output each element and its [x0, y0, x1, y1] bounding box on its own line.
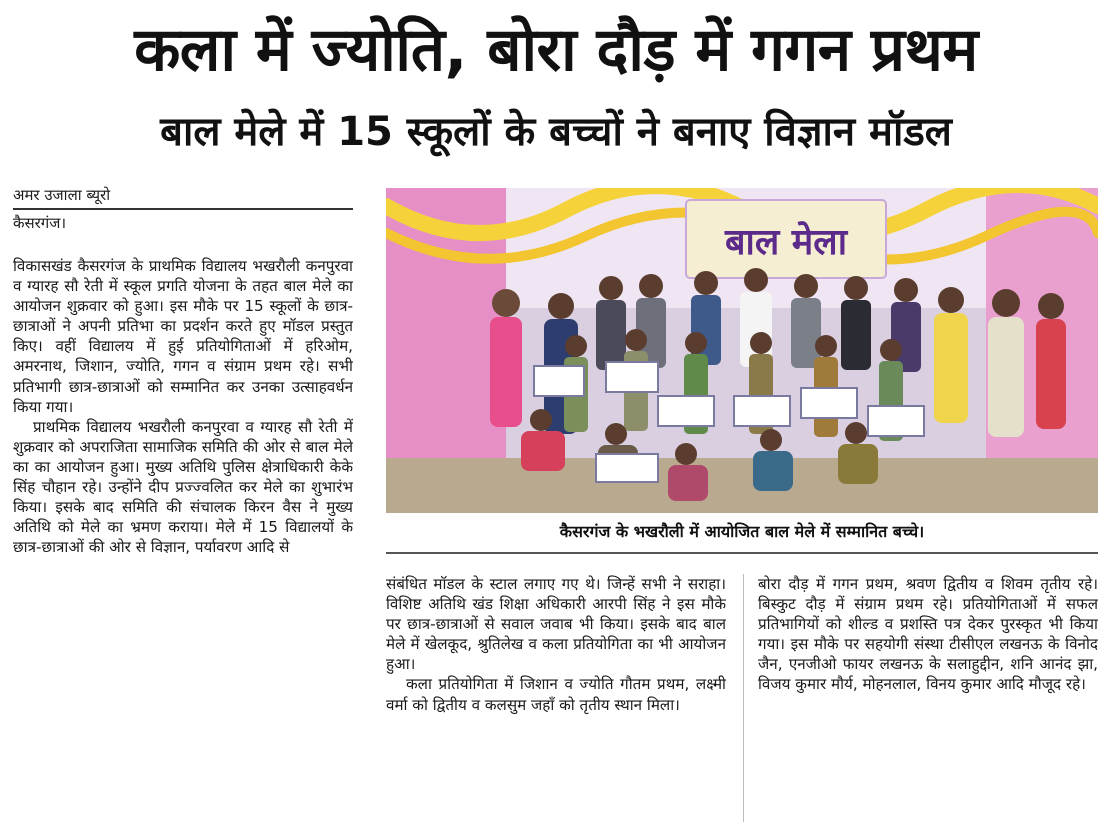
article-column-1: [13, 256, 353, 822]
article-paragraph: कला प्रतियोगिता में जिशान व ज्योति गौतम प्रथम, लक्ष्मी वर्मा को द्वितीय व कलसुम जहाँ को तृतीय स्थान मिला।: [386, 675, 726, 714]
article-column-3: [758, 574, 1098, 822]
article-paragraph: विकासखंड कैसरगंज के प्राथमिक विद्यालय भखरौली कनपुरवा व ग्यारह सौ रेती में स्कूल प्रगति योजना के तहत बाल मेले का आयोजन शुक्रवार को हुआ। इस मौके पर 15 स्कूलों के छात्र-छात्राओं ने अपनी प्रतिभा का प्रदर्शन करते हुए मॉडल प्रस्तुत किए। वहीं विद्यालय में हुई प्रतियोगिताओं में हरिओम, अमरनाथ, जिशान, ज्योति, गगन व संग्राम प्रथम रहे। सभी प्रतिभागी छात्र-छात्राओं को सम्मानित कर उनका उत्साहवर्धन किया गया।: [13, 257, 353, 416]
article-paragraph: प्राथमिक विद्यालय भखरौली कनपुरवा व ग्यारह सौ रेती में शुक्रवार को अपराजिता सामाजिक समिति की ओर से बाल मेले का का आयोजन हुआ। मुख्य अतिथि पुलिस क्षेत्राधिकारी केके सिंह चौहान रहे। उन्होंने दीप प्रज्ज्वलित कर मेले का शुभारंभ किया। इसके बाद समिति की संचालक किरन वैस ने मुख्य अतिथि को मेले का भ्रमण कराया। मेले में 15 विद्यालयों के छात्र-छात्राओं की ओर से विज्ञान, पर्यावरण आदि से: [13, 417, 353, 557]
column-divider: [743, 574, 744, 822]
article-column-2: [386, 574, 726, 822]
photo-caption: कैसरगंज के भखरौली में आयोजित बाल मेले में सम्मानित बच्चे।: [559, 522, 925, 541]
banner-text: बाल मेला: [724, 222, 848, 263]
dateline: कैसरगंज।: [13, 214, 67, 232]
article-paragraph: संबंधित मॉडल के स्टाल लगाए गए थे। जिन्हें सभी ने सराहा। विशिष्ट अतिथि खंड शिक्षा अधिकारी आरपी सिंह ने इस मौके पर छात्र-छात्राओं से सवाल जवाब भी किया। इसके बाद बाल मेले में खेलकूद, श्रुतिलेख व कला प्रतियोगिता का भी आयोजन हुआ।: [386, 575, 726, 674]
event-photo: [386, 188, 1098, 513]
subheadline: बाल मेले में 15 स्कूलों के बच्चों ने बनाए विज्ञान मॉडल: [160, 109, 952, 155]
article-paragraph: बोरा दौड़ में गगन प्रथम, श्रवण द्वितीय व शिवम तृतीय रहे। बिस्कुट दौड़ में संग्राम प्रथम रहे। प्रतियोगिताओं में सफल प्रतिभागियों को शील्ड व प्रशस्ति पत्र देकर पुरस्कृत भी किया गया। इस मौके पर सहयोगी संस्था टीसीएल लखनऊ के विनोद जैन, एनजीओ फायर लखनऊ के सलाहुद्दीन, शनि आनंद झा, विजय कुमार मौर्य, मोहनलाल, विनय कुमार आदि मौजूद रहे।: [758, 575, 1098, 694]
byline: अमर उजाला ब्यूरो: [13, 184, 353, 210]
headline: कला में ज्योति, बोरा दौड़ में गगन प्रथम: [134, 15, 978, 85]
section-divider: [386, 552, 1098, 554]
